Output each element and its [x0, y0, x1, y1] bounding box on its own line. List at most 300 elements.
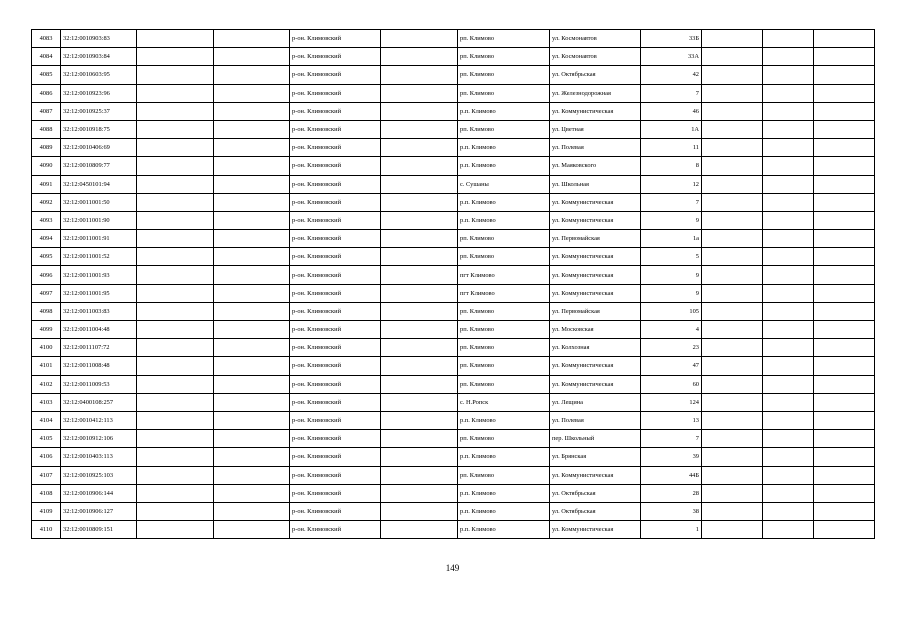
- table-row: [32, 102, 875, 120]
- cell-record-number: 4091: [32, 175, 61, 193]
- cell-cadastral-number: 32:12:0011001:91: [61, 230, 137, 248]
- cell-empty: [763, 430, 814, 448]
- cell-street: ул. Коммунистическая: [550, 211, 641, 229]
- cell-street: ул. Коммунистическая: [550, 521, 641, 539]
- cell-district: р-он. Климовский: [290, 48, 381, 66]
- cell-empty: [214, 30, 290, 48]
- cell-empty: [381, 211, 458, 229]
- cell-district: р-он. Климовский: [290, 502, 381, 520]
- cell-locality: рп. Климово: [458, 248, 550, 266]
- cell-house-number: 44Б: [641, 466, 702, 484]
- cell-empty: [763, 84, 814, 102]
- cell-empty: [214, 430, 290, 448]
- cell-empty: [137, 339, 214, 357]
- cell-empty: [214, 375, 290, 393]
- cell-empty: [814, 230, 875, 248]
- cell-record-number: 4097: [32, 284, 61, 302]
- cell-empty: [814, 357, 875, 375]
- table-row: [32, 66, 875, 84]
- cell-empty: [214, 248, 290, 266]
- cell-empty: [137, 393, 214, 411]
- cell-record-number: 4109: [32, 502, 61, 520]
- cell-empty: [814, 430, 875, 448]
- table-row: [32, 521, 875, 539]
- cell-empty: [814, 466, 875, 484]
- cell-empty: [763, 102, 814, 120]
- cell-empty: [763, 484, 814, 502]
- cell-empty: [214, 193, 290, 211]
- cell-street: ул. Коммунистическая: [550, 466, 641, 484]
- cell-empty: [763, 139, 814, 157]
- cell-house-number: 7: [641, 430, 702, 448]
- table-row: [32, 357, 875, 375]
- cell-house-number: 23: [641, 339, 702, 357]
- cell-empty: [214, 157, 290, 175]
- table-row: [32, 484, 875, 502]
- cell-empty: [702, 521, 763, 539]
- cell-record-number: 4092: [32, 193, 61, 211]
- cell-record-number: 4096: [32, 266, 61, 284]
- table-row: [32, 448, 875, 466]
- cell-empty: [381, 193, 458, 211]
- cell-empty: [702, 321, 763, 339]
- cell-record-number: 4088: [32, 120, 61, 138]
- cell-locality: пгт Климово: [458, 266, 550, 284]
- cell-empty: [214, 484, 290, 502]
- cell-cadastral-number: 32:12:0450101:94: [61, 175, 137, 193]
- cell-empty: [137, 248, 214, 266]
- cell-locality: р.п. Климово: [458, 484, 550, 502]
- cell-district: р-он. Климовский: [290, 484, 381, 502]
- cell-street: ул. Школьная: [550, 175, 641, 193]
- cell-empty: [214, 84, 290, 102]
- cell-record-number: 4105: [32, 430, 61, 448]
- cell-house-number: 1: [641, 521, 702, 539]
- table-row: [32, 302, 875, 320]
- cell-empty: [702, 393, 763, 411]
- cell-empty: [763, 175, 814, 193]
- cell-empty: [814, 193, 875, 211]
- cell-empty: [763, 157, 814, 175]
- cell-district: р-он. Климовский: [290, 120, 381, 138]
- cell-street: ул. Коммунистическая: [550, 375, 641, 393]
- cell-empty: [381, 248, 458, 266]
- cell-empty: [763, 230, 814, 248]
- cell-street: ул. Коммунистическая: [550, 102, 641, 120]
- cell-empty: [702, 284, 763, 302]
- cell-house-number: 9: [641, 211, 702, 229]
- cell-empty: [814, 211, 875, 229]
- cell-house-number: 124: [641, 393, 702, 411]
- cell-street: ул. Коммунистическая: [550, 266, 641, 284]
- cell-empty: [137, 302, 214, 320]
- cell-empty: [814, 139, 875, 157]
- cell-empty: [214, 502, 290, 520]
- cell-house-number: 9: [641, 284, 702, 302]
- cell-street: ул. Коммунистическая: [550, 284, 641, 302]
- cell-cadastral-number: 32:12:0011009:53: [61, 375, 137, 393]
- cell-empty: [381, 230, 458, 248]
- cell-empty: [381, 466, 458, 484]
- cell-empty: [381, 30, 458, 48]
- cell-empty: [381, 321, 458, 339]
- cell-record-number: 4103: [32, 393, 61, 411]
- cell-empty: [814, 102, 875, 120]
- cell-empty: [381, 430, 458, 448]
- cell-empty: [763, 321, 814, 339]
- cell-district: р-он. Климовский: [290, 266, 381, 284]
- table-row: [32, 48, 875, 66]
- cell-cadastral-number: 32:12:0011008:48: [61, 357, 137, 375]
- cell-empty: [702, 175, 763, 193]
- cell-empty: [137, 175, 214, 193]
- cell-empty: [814, 393, 875, 411]
- cell-street: ул. Октябрьская: [550, 502, 641, 520]
- cell-empty: [381, 448, 458, 466]
- cell-cadastral-number: 32:12:0400108:257: [61, 393, 137, 411]
- cell-empty: [137, 230, 214, 248]
- cell-empty: [763, 521, 814, 539]
- cell-district: р-он. Климовский: [290, 66, 381, 84]
- cell-locality: р.п. Климово: [458, 211, 550, 229]
- cell-cadastral-number: 32:12:0011001:50: [61, 193, 137, 211]
- cell-district: р-он. Климовский: [290, 102, 381, 120]
- cell-district: р-он. Климовский: [290, 230, 381, 248]
- cell-empty: [137, 448, 214, 466]
- cell-empty: [214, 284, 290, 302]
- cell-empty: [763, 448, 814, 466]
- cell-house-number: 46: [641, 102, 702, 120]
- cell-locality: рп. Климово: [458, 357, 550, 375]
- cell-empty: [702, 102, 763, 120]
- table-row: [32, 375, 875, 393]
- cell-empty: [214, 102, 290, 120]
- cell-cadastral-number: 32:12:0010906:127: [61, 502, 137, 520]
- cell-empty: [137, 139, 214, 157]
- cell-empty: [814, 284, 875, 302]
- cell-empty: [137, 102, 214, 120]
- cell-locality: рп. Климово: [458, 30, 550, 48]
- cell-cadastral-number: 32:12:0011001:95: [61, 284, 137, 302]
- registry-table-body: [32, 30, 875, 539]
- cell-empty: [214, 321, 290, 339]
- cell-empty: [137, 266, 214, 284]
- cell-empty: [137, 157, 214, 175]
- cell-locality: р.п. Климово: [458, 502, 550, 520]
- cell-house-number: 4: [641, 321, 702, 339]
- cell-empty: [381, 375, 458, 393]
- cell-empty: [763, 248, 814, 266]
- cell-empty: [381, 357, 458, 375]
- cell-empty: [137, 375, 214, 393]
- cell-street: ул. Брянская: [550, 448, 641, 466]
- cell-locality: р.п. Климово: [458, 193, 550, 211]
- cell-house-number: 39: [641, 448, 702, 466]
- cell-empty: [763, 357, 814, 375]
- cell-house-number: 42: [641, 66, 702, 84]
- cell-empty: [702, 84, 763, 102]
- cell-empty: [137, 502, 214, 520]
- cell-empty: [214, 120, 290, 138]
- cell-record-number: 4099: [32, 321, 61, 339]
- cell-locality: рп. Климово: [458, 375, 550, 393]
- cell-empty: [814, 339, 875, 357]
- cell-street: ул. Полевая: [550, 139, 641, 157]
- cell-house-number: 28: [641, 484, 702, 502]
- cell-locality: с. Н.Ропск: [458, 393, 550, 411]
- cell-empty: [381, 302, 458, 320]
- cell-district: р-он. Климовский: [290, 284, 381, 302]
- cell-empty: [137, 66, 214, 84]
- cell-empty: [702, 157, 763, 175]
- cell-empty: [214, 211, 290, 229]
- cell-cadastral-number: 32:12:0011001:52: [61, 248, 137, 266]
- cell-empty: [814, 157, 875, 175]
- cell-locality: рп. Климово: [458, 430, 550, 448]
- cell-empty: [702, 66, 763, 84]
- cell-empty: [702, 339, 763, 357]
- cell-district: р-он. Климовский: [290, 448, 381, 466]
- cell-empty: [702, 48, 763, 66]
- cell-record-number: 4107: [32, 466, 61, 484]
- cell-district: р-он. Климовский: [290, 139, 381, 157]
- cell-empty: [814, 484, 875, 502]
- table-row: [32, 266, 875, 284]
- cell-locality: рп. Климово: [458, 321, 550, 339]
- cell-empty: [814, 521, 875, 539]
- cell-district: р-он. Климовский: [290, 375, 381, 393]
- cell-house-number: 7: [641, 193, 702, 211]
- cell-house-number: 38: [641, 502, 702, 520]
- cell-locality: рп. Климово: [458, 66, 550, 84]
- cell-empty: [137, 466, 214, 484]
- cell-empty: [214, 48, 290, 66]
- cell-empty: [137, 120, 214, 138]
- cell-record-number: 4093: [32, 211, 61, 229]
- cell-cadastral-number: 32:12:0010809:77: [61, 157, 137, 175]
- cell-street: ул. Московская: [550, 321, 641, 339]
- cell-empty: [137, 484, 214, 502]
- cell-empty: [702, 30, 763, 48]
- cell-street: ул. Первомайская: [550, 230, 641, 248]
- cell-house-number: 7: [641, 84, 702, 102]
- cell-cadastral-number: 32:12:0010925:103: [61, 466, 137, 484]
- cell-cadastral-number: 32:12:0010603:95: [61, 66, 137, 84]
- cell-locality: рп. Климово: [458, 230, 550, 248]
- table-row: [32, 139, 875, 157]
- cell-empty: [763, 193, 814, 211]
- cell-empty: [214, 448, 290, 466]
- cell-empty: [702, 375, 763, 393]
- cell-locality: р.п. Климово: [458, 521, 550, 539]
- cell-empty: [702, 302, 763, 320]
- cell-district: р-он. Климовский: [290, 411, 381, 429]
- cell-empty: [137, 430, 214, 448]
- cell-cadastral-number: 32:12:0010403:113: [61, 448, 137, 466]
- cell-empty: [137, 321, 214, 339]
- cell-empty: [381, 157, 458, 175]
- cell-empty: [763, 302, 814, 320]
- cell-house-number: 11: [641, 139, 702, 157]
- table-row: [32, 120, 875, 138]
- cell-cadastral-number: 32:12:0010925:37: [61, 102, 137, 120]
- cell-record-number: 4108: [32, 484, 61, 502]
- cell-street: ул. Железнодорожная: [550, 84, 641, 102]
- cell-cadastral-number: 32:12:0010906:144: [61, 484, 137, 502]
- cell-empty: [381, 139, 458, 157]
- cell-empty: [214, 302, 290, 320]
- cell-street: ул. Лещина: [550, 393, 641, 411]
- cell-district: р-он. Климовский: [290, 339, 381, 357]
- cell-district: р-он. Климовский: [290, 430, 381, 448]
- cell-empty: [214, 175, 290, 193]
- cell-empty: [381, 484, 458, 502]
- cell-district: р-он. Климовский: [290, 84, 381, 102]
- cell-record-number: 4110: [32, 521, 61, 539]
- cell-district: р-он. Климовский: [290, 466, 381, 484]
- registry-table: [31, 29, 875, 539]
- cell-house-number: 47: [641, 357, 702, 375]
- cell-empty: [763, 48, 814, 66]
- cell-empty: [814, 84, 875, 102]
- cell-empty: [137, 193, 214, 211]
- cell-empty: [137, 211, 214, 229]
- cell-cadastral-number: 32:12:0010923:96: [61, 84, 137, 102]
- cell-empty: [763, 30, 814, 48]
- cell-empty: [381, 411, 458, 429]
- cell-house-number: 33Б: [641, 30, 702, 48]
- cell-district: р-он. Климовский: [290, 193, 381, 211]
- cell-record-number: 4083: [32, 30, 61, 48]
- cell-house-number: 60: [641, 375, 702, 393]
- cell-district: р-он. Климовский: [290, 211, 381, 229]
- cell-empty: [763, 284, 814, 302]
- cell-district: р-он. Климовский: [290, 157, 381, 175]
- cell-cadastral-number: 32:12:0010918:75: [61, 120, 137, 138]
- cell-district: р-он. Климовский: [290, 321, 381, 339]
- cell-house-number: 12: [641, 175, 702, 193]
- cell-empty: [137, 48, 214, 66]
- cell-empty: [214, 139, 290, 157]
- cell-street: ул. Коммунистическая: [550, 248, 641, 266]
- table-row: [32, 84, 875, 102]
- cell-locality: р.п. Климово: [458, 157, 550, 175]
- cell-empty: [214, 230, 290, 248]
- cell-street: ул. Коммунистическая: [550, 193, 641, 211]
- cell-house-number: 105: [641, 302, 702, 320]
- table-row: [32, 430, 875, 448]
- cell-street: ул. Октябрьская: [550, 484, 641, 502]
- cell-empty: [702, 266, 763, 284]
- cell-empty: [702, 120, 763, 138]
- cell-empty: [381, 48, 458, 66]
- cell-cadastral-number: 32:12:0011001:90: [61, 211, 137, 229]
- cell-locality: рп. Климово: [458, 466, 550, 484]
- cell-empty: [381, 266, 458, 284]
- cell-empty: [381, 120, 458, 138]
- cell-cadastral-number: 32:12:0011004:48: [61, 321, 137, 339]
- cell-street: ул. Колхозная: [550, 339, 641, 357]
- cell-street: ул. Октябрьская: [550, 66, 641, 84]
- cell-empty: [214, 521, 290, 539]
- cell-empty: [381, 66, 458, 84]
- table-row: [32, 502, 875, 520]
- cell-cadastral-number: 32:12:0010406:69: [61, 139, 137, 157]
- table-row: [32, 321, 875, 339]
- cell-record-number: 4087: [32, 102, 61, 120]
- cell-empty: [702, 502, 763, 520]
- cell-district: р-он. Климовский: [290, 521, 381, 539]
- cell-record-number: 4106: [32, 448, 61, 466]
- cell-empty: [214, 393, 290, 411]
- cell-empty: [702, 357, 763, 375]
- cell-empty: [814, 448, 875, 466]
- table-row: [32, 211, 875, 229]
- cell-street: ул. Маяковского: [550, 157, 641, 175]
- cell-empty: [814, 411, 875, 429]
- table-row: [32, 393, 875, 411]
- cell-street: пер. Школьный: [550, 430, 641, 448]
- cell-empty: [702, 448, 763, 466]
- cell-empty: [137, 521, 214, 539]
- cell-house-number: 13: [641, 411, 702, 429]
- cell-record-number: 4094: [32, 230, 61, 248]
- cell-district: р-он. Климовский: [290, 175, 381, 193]
- cell-empty: [814, 248, 875, 266]
- cell-locality: рп. Климово: [458, 120, 550, 138]
- cell-empty: [702, 193, 763, 211]
- cell-empty: [814, 30, 875, 48]
- cell-locality: рп. Климово: [458, 48, 550, 66]
- cell-street: ул. Космонавтов: [550, 30, 641, 48]
- cell-empty: [214, 266, 290, 284]
- cell-street: ул. Космонавтов: [550, 48, 641, 66]
- cell-empty: [814, 175, 875, 193]
- cell-empty: [214, 66, 290, 84]
- cell-empty: [381, 393, 458, 411]
- cell-empty: [214, 357, 290, 375]
- cell-empty: [814, 48, 875, 66]
- cell-record-number: 4086: [32, 84, 61, 102]
- cell-locality: рп. Климово: [458, 339, 550, 357]
- cell-empty: [763, 375, 814, 393]
- cell-record-number: 4090: [32, 157, 61, 175]
- table-row: [32, 248, 875, 266]
- cell-street: ул. Цветная: [550, 120, 641, 138]
- cell-empty: [814, 502, 875, 520]
- cell-empty: [381, 102, 458, 120]
- cell-house-number: 1А: [641, 120, 702, 138]
- cell-empty: [763, 66, 814, 84]
- cell-empty: [137, 411, 214, 429]
- cell-district: р-он. Климовский: [290, 248, 381, 266]
- cell-empty: [763, 211, 814, 229]
- cell-record-number: 4101: [32, 357, 61, 375]
- cell-empty: [137, 284, 214, 302]
- table-row: [32, 284, 875, 302]
- cell-empty: [702, 411, 763, 429]
- cell-empty: [814, 302, 875, 320]
- cell-empty: [137, 84, 214, 102]
- table-row: [32, 193, 875, 211]
- table-row: [32, 230, 875, 248]
- cell-empty: [381, 502, 458, 520]
- cell-empty: [702, 484, 763, 502]
- table-row: [32, 175, 875, 193]
- cell-locality: р.п. Климово: [458, 139, 550, 157]
- table-row: [32, 30, 875, 48]
- cell-house-number: 5: [641, 248, 702, 266]
